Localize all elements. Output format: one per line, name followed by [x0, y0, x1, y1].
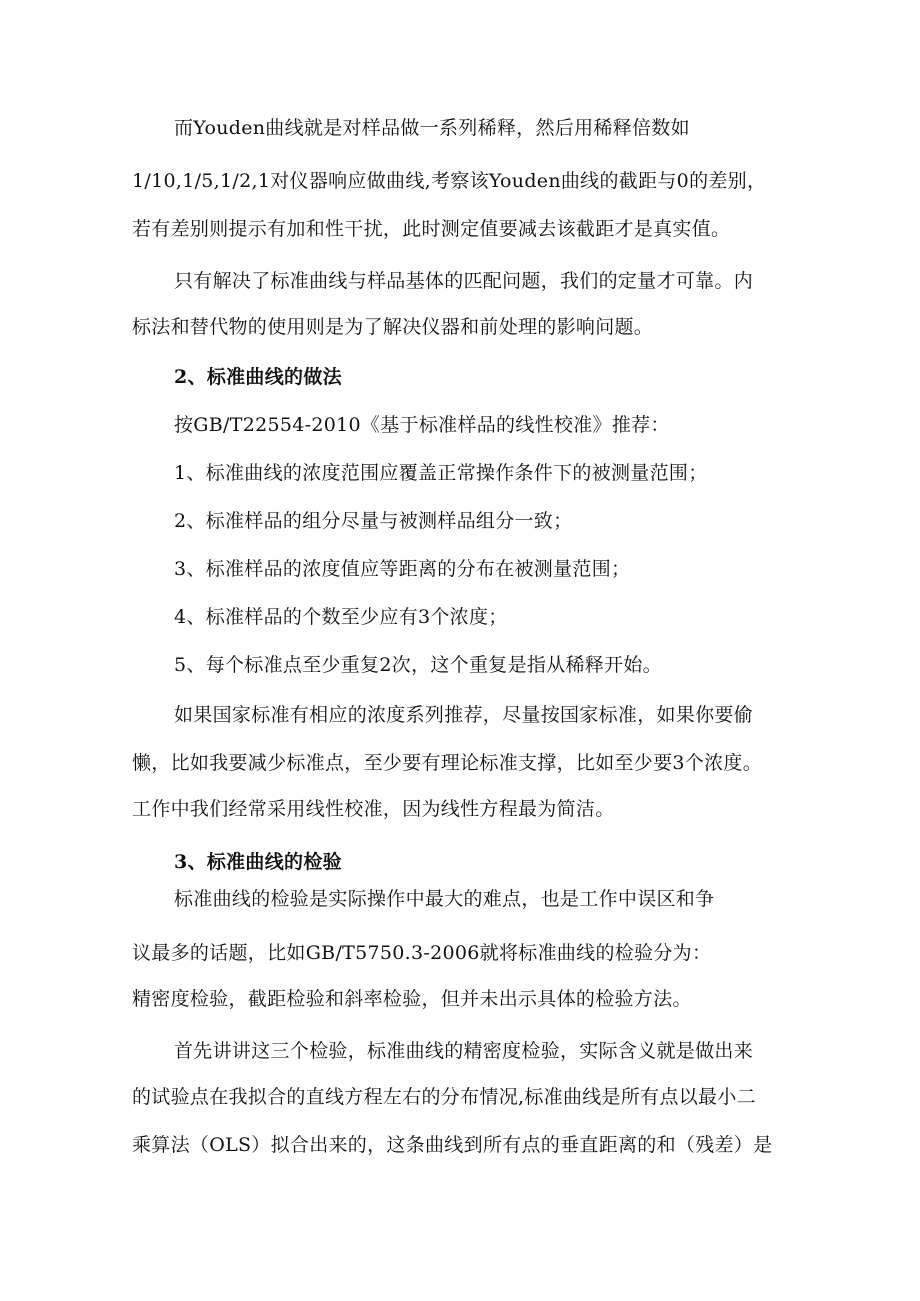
- paragraph-line: 工作中我们经常采用线性校准，因为线性方程最为简洁。: [132, 798, 615, 820]
- paragraph-line: 标法和替代物的使用则是为了解决仪器和前处理的影响问题。: [132, 316, 654, 338]
- paragraph-line: 1/10,1/5,1/2,1对仪器响应做曲线,考察该Youden曲线的截距与0的差别，: [132, 170, 767, 192]
- paragraph-line: 而Youden曲线就是对样品做一系列稀释，然后用稀释倍数如: [174, 117, 690, 139]
- paragraph-line: 标准曲线的检验是实际操作中最大的难点，也是工作中误区和争: [174, 888, 715, 910]
- list-item: 3、标准样品的浓度值应等距离的分布在被测量范围；: [174, 558, 631, 580]
- paragraph-line: 议最多的话题，比如GB/T5750.3-2006就将标准曲线的检验分为：: [132, 942, 712, 964]
- list-item: 1、标准曲线的浓度范围应覆盖正常操作条件下的被测量范围；: [174, 462, 708, 484]
- list-item: 2、标准样品的组分尽量与被测样品组分一致；: [174, 510, 573, 532]
- section-heading: 2、标准曲线的做法: [174, 366, 342, 388]
- list-item: 4、标准样品的个数至少应有3个浓度；: [174, 606, 508, 628]
- paragraph-line: 乘算法（OLS）拟合出来的，这条曲线到所有点的垂直距离的和（残差）是: [132, 1134, 773, 1156]
- paragraph-line: 按GB/T22554-2010《基于标准样品的线性校准》推荐：: [174, 414, 670, 436]
- paragraph-line: 首先讲讲这三个检验，标准曲线的精密度检验，实际含义就是做出来: [174, 1040, 754, 1062]
- paragraph-line: 精密度检验，截距检验和斜率检验，但并未出示具体的检验方法。: [132, 988, 692, 1010]
- paragraph-line: 的试验点在我拟合的直线方程左右的分布情况,标准曲线是所有点以最小二: [132, 1086, 756, 1108]
- paragraph-line: 只有解决了标准曲线与样品基体的匹配问题，我们的定量才可靠。内: [174, 270, 754, 292]
- paragraph-line: 如果国家标准有相应的浓度系列推荐，尽量按国家标准，如果你要偷: [174, 704, 754, 726]
- section-heading: 3、标准曲线的检验: [174, 851, 342, 873]
- list-item: 5、每个标准点至少重复2次，这个重复是指从稀释开始。: [174, 654, 662, 676]
- paragraph-line: 懒，比如我要减少标准点，至少要有理论标准支撑，比如至少要3个浓度。: [132, 752, 762, 774]
- paragraph-line: 若有差别则提示有加和性干扰，此时测定值要减去该截距才是真实值。: [132, 218, 731, 240]
